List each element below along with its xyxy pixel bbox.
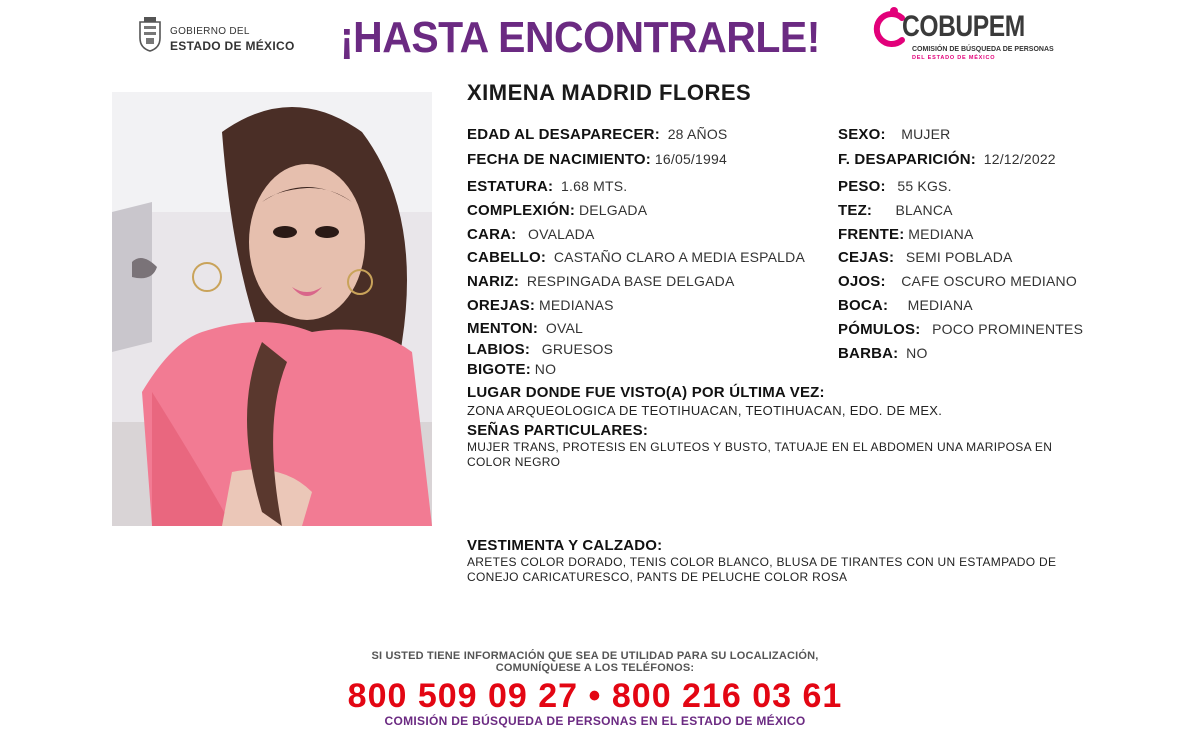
footer-info-line2: COMUNÍQUESE A LOS TELÉFONOS: [495, 662, 695, 674]
field-tez: TEZ: BLANCA [838, 202, 953, 219]
gobierno-line1: GOBIERNO DEL [170, 26, 250, 37]
cobupem-logo [872, 6, 1062, 62]
marks-title: SEÑAS PARTICULARES: [467, 422, 649, 439]
field-edad: EDAD AL DESAPARECER: 28 AÑOS [467, 126, 728, 143]
field-orejas: OREJAS: MEDIANAS [467, 297, 614, 314]
field-complexion: COMPLEXIÓN: DELGADA [467, 202, 648, 219]
field-barba: BARBA: NO [838, 345, 928, 362]
field-sexo: SEXO: MUJER [838, 126, 951, 143]
field-nariz: NARIZ: RESPINGADA BASE DELGADA [467, 273, 735, 290]
person-photo [112, 92, 432, 526]
field-fecha-nacimiento: FECHA DE NACIMIENTO: 16/05/1994 [467, 151, 727, 168]
footer-info-line1: SI USTED TIENE INFORMACIÓN QUE SEA DE UTILIDAD PARA SU LOCALIZACIÓN, [371, 650, 819, 662]
field-cejas: CEJAS: SEMI POBLADA [838, 249, 1013, 266]
clothing-text: ARETES COLOR DORADO, TENIS COLOR BLANCO, BLUSA DE TIRANTES CON UN ESTAMPADO DE CONEJO CARICATURESCO, PANTS DE PELUCHE COLOR ROSA [467, 555, 1057, 584]
headline: ¡HASTA ENCONTRARLE! [340, 13, 820, 62]
field-menton: MENTON: OVAL [467, 320, 584, 337]
field-cara: CARA: OVALADA [467, 226, 595, 243]
person-name: XIMENA MADRID FLORES [467, 80, 752, 105]
state-seal-icon [136, 16, 164, 52]
last-seen-text: ZONA ARQUEOLOGICA DE TEOTIHUACAN, TEOTIHUACAN, EDO. DE MEX. [467, 403, 943, 418]
field-fecha-desaparicion: F. DESAPARICIÓN: 12/12/2022 [838, 151, 1056, 168]
marks-text: MUJER TRANS, PROTESIS EN GLUTEOS Y BUSTO, TATUAJE EN EL ABDOMEN UNA MARIPOSA EN COLOR NEGRO [467, 440, 1053, 469]
last-seen-title: LUGAR DONDE FUE VISTO(A) POR ÚLTIMA VEZ: [467, 384, 825, 401]
field-frente: FRENTE: MEDIANA [838, 226, 974, 243]
gobierno-logo [136, 16, 296, 56]
phone-numbers[interactable]: 800 509 09 27 • 800 216 03 61 [347, 677, 843, 715]
cobupem-wordmark: COBUPEM [902, 10, 1025, 43]
field-bigote: BIGOTE: NO [467, 361, 557, 378]
field-labios: LABIOS: GRUESOS [467, 341, 614, 358]
gobierno-line2: ESTADO DE MÉXICO [170, 39, 295, 53]
field-ojos: OJOS: CAFE OSCURO MEDIANO [838, 273, 1077, 290]
footer-info [300, 650, 890, 674]
field-estatura: ESTATURA: 1.68 MTS. [467, 178, 628, 195]
field-boca: BOCA: MEDIANA [838, 297, 973, 314]
cobupem-subtitle: COMISIÓN DE BÚSQUEDA DE PERSONAS [912, 46, 1054, 53]
footer-organization: COMISIÓN DE BÚSQUEDA DE PERSONAS EN EL ESTADO DE MÉXICO [384, 714, 806, 728]
field-cabello: CABELLO: CASTAÑO CLARO A MEDIA ESPALDA [467, 249, 806, 266]
field-pomulos: PÓMULOS: POCO PROMINENTES [838, 321, 1084, 338]
field-peso: PESO: 55 KGS. [838, 178, 952, 195]
clothing-title: VESTIMENTA Y CALZADO: [467, 537, 663, 554]
cobupem-subtitle-state: DEL ESTADO DE MÉXICO [912, 55, 996, 61]
